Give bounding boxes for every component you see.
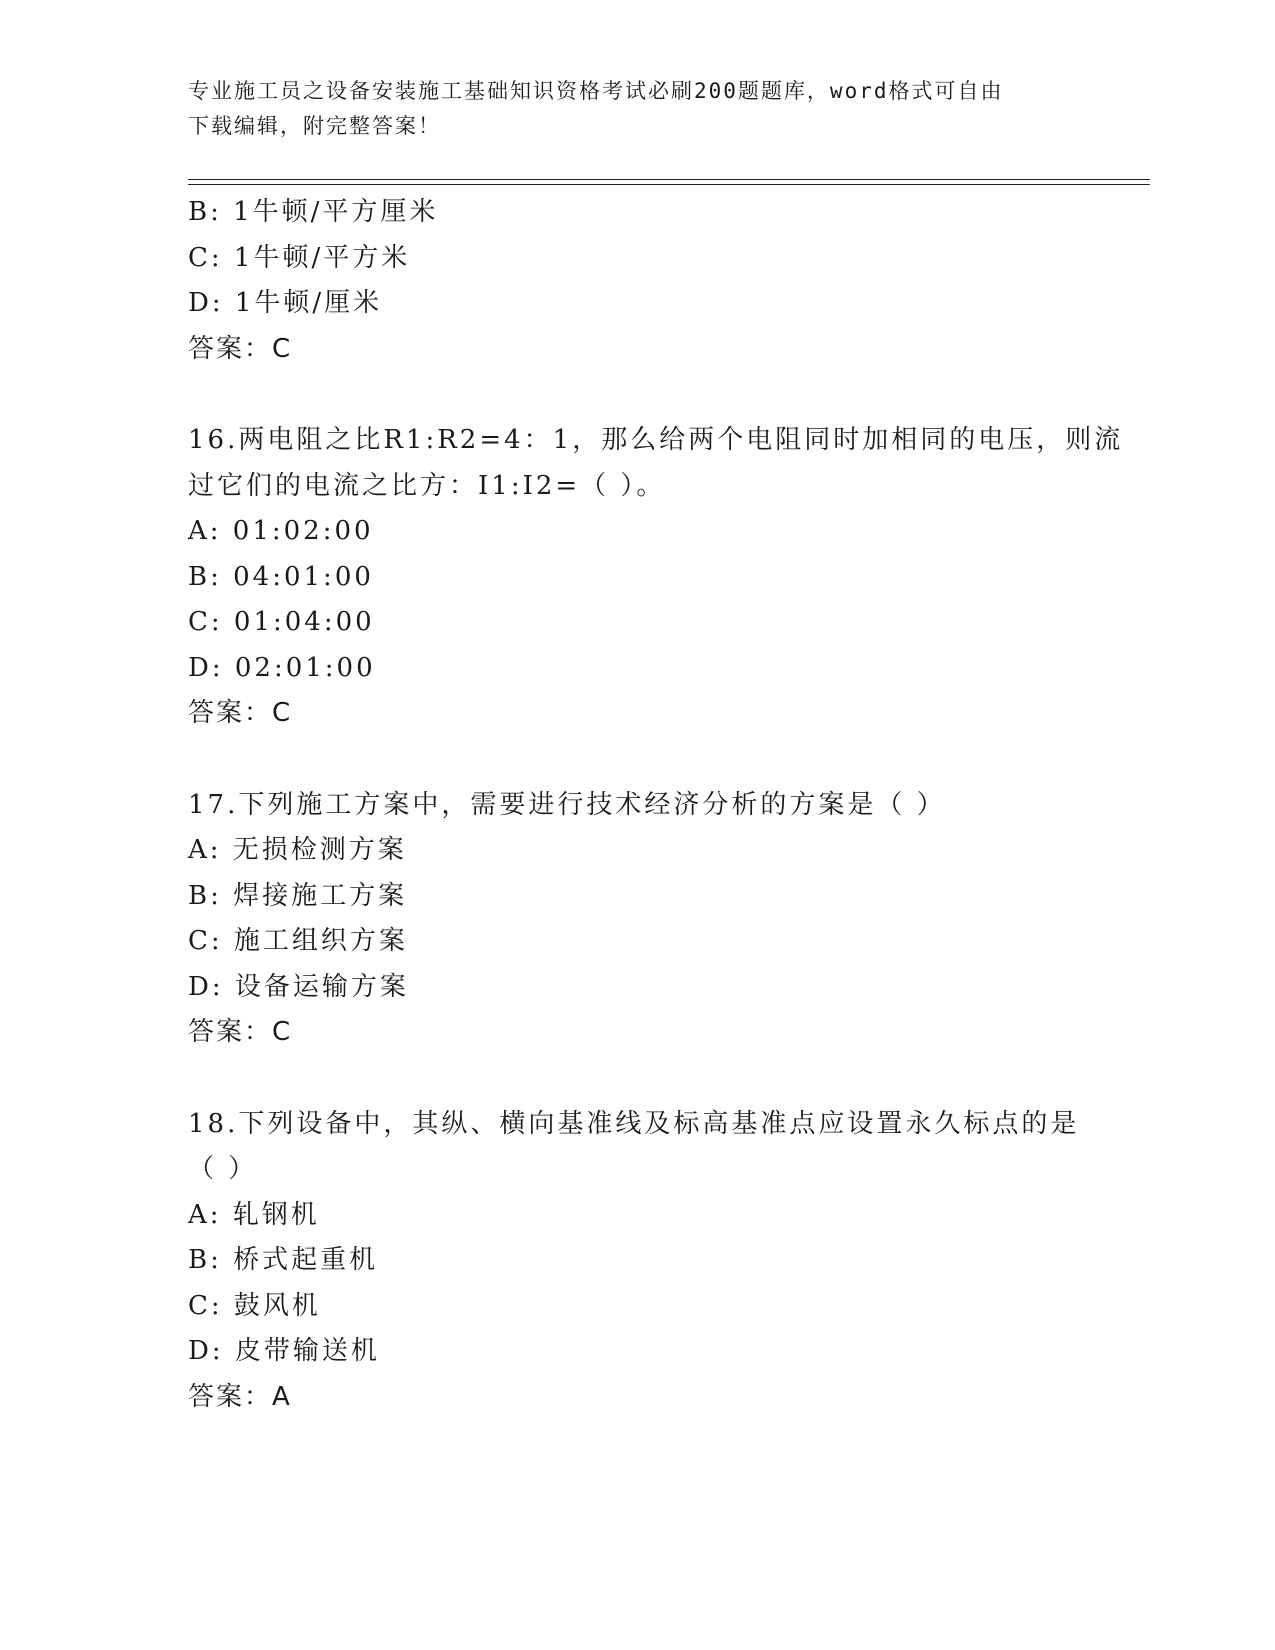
option-d: D: 皮带输送机 (188, 1336, 380, 1366)
option-a: A: 01:02:00 (188, 516, 374, 546)
header-line-1: 专业施工员之设备安装施工基础知识资格考试必刷200题题库，word格式可自由 (188, 79, 1004, 103)
option-c: C: 1牛顿/平方米 (188, 242, 411, 273)
option-c: C: 01:04:00 (188, 607, 375, 637)
question-block-18 (188, 1102, 1118, 1421)
question-text-line-1: 16.两电阻之比R1:R2=4：1，那么给两个电阻同时加相同的电压，则流 (188, 425, 1124, 455)
option-d: D: 设备运输方案 (188, 971, 409, 1002)
option-a: A: 无损检测方案 (188, 835, 407, 865)
answer-line: 答案：C (188, 698, 293, 728)
question-text-line-1: 17.下列施工方案中，需要进行技术经济分析的方案是（ ） (188, 789, 946, 820)
document-header (188, 74, 1088, 144)
document-body (188, 190, 1124, 1420)
option-a: A: 轧钢机 (188, 1199, 320, 1230)
option-d: D: 1牛顿/厘米 (188, 288, 383, 318)
option-b: B: 桥式起重机 (188, 1245, 379, 1275)
header-line-2: 下载编辑，附完整答案！ (188, 114, 441, 138)
option-b: B: 04:01:00 (188, 561, 374, 592)
question-text-line-2: 过它们的电流之比方：I1:I2=（ ）。 (188, 470, 666, 501)
question-text-line-1: 18.下列设备中，其纵、横向基准线及标高基准点应设置永久标点的是 (188, 1108, 1080, 1139)
header-divider-top (188, 179, 1150, 180)
question-block-15 (188, 190, 1118, 372)
header-divider-bottom (188, 184, 1150, 185)
question-block-16 (188, 418, 1124, 737)
answer-line: 答案：C (188, 333, 293, 364)
option-b: B: 1牛顿/平方厘米 (188, 197, 439, 227)
option-c: C: 鼓风机 (188, 1290, 321, 1321)
question-text-line-2: （ ） (188, 1154, 258, 1184)
option-d: D: 02:01:00 (188, 652, 376, 683)
question-block-17 (188, 783, 1118, 1056)
option-c: C: 施工组织方案 (188, 926, 408, 956)
option-b: B: 焊接施工方案 (188, 880, 408, 911)
answer-line: 答案：C (188, 1017, 293, 1047)
answer-line: 答案：A (188, 1381, 292, 1412)
